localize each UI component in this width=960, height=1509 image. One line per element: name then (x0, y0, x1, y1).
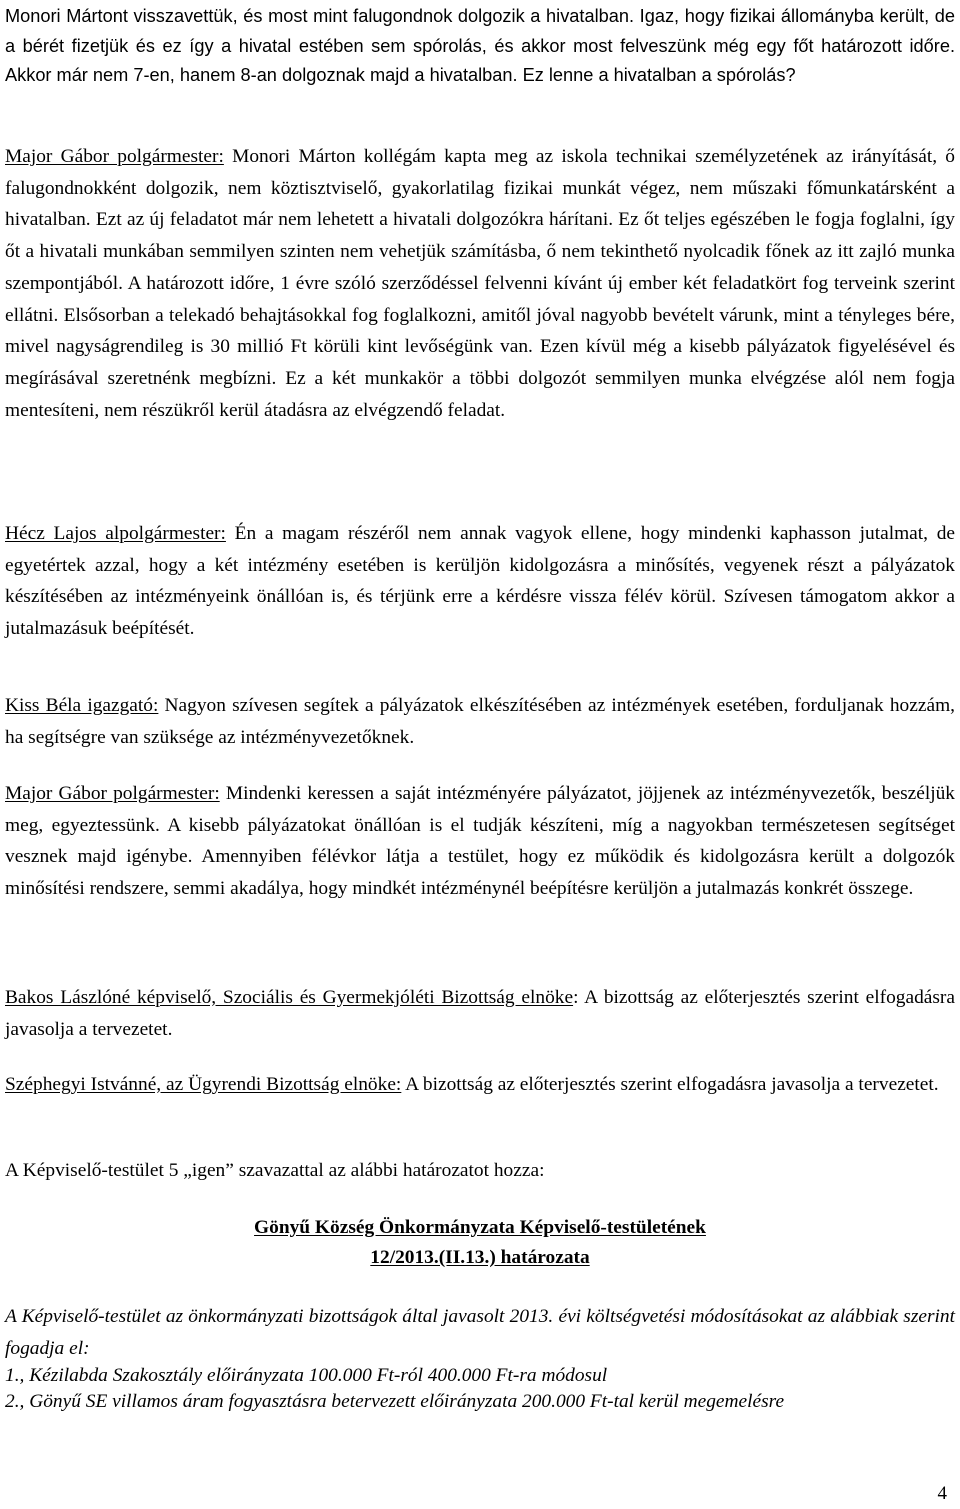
statement-text: A bizottság az előterjesztés szerint elfogadásra javasolja a tervezetet. (401, 1074, 939, 1095)
statement-paragraph (5, 518, 955, 645)
speaker-name: Kiss Béla igazgató: (5, 695, 159, 716)
resolution-item-2: 2., Gönyű SE villamos áram fogyasztásra betervezett előirányzata 200.000 Ft-tal kerül megemelésre (5, 1391, 785, 1412)
statement-paragraph (5, 778, 955, 905)
statement-text: Nagyon szívesen segítek a pályázatok elkészítésében az intézmények esetében, forduljanak hozzám, ha segítségre van szüksége az intézményvezetőknek. (5, 695, 956, 748)
statement-text: : A bizottság az előterjesztés szerint elfogadásra javasolja a tervezetet. (5, 987, 955, 1040)
speaker-name: Major Gábor polgármester: (5, 783, 220, 804)
statement-paragraph (5, 982, 955, 1045)
resolution-title: Gönyű Község Önkormányzata Képviselő-testületének (254, 1217, 706, 1238)
resolution-body: A Képviselő-testület az önkormányzati bizottságok által javasolt 2013. évi költségvetési módosításokat az alábbiak szerint fogadja el: (5, 1306, 955, 1359)
resolution-item-1: 1., Kézilabda Szakosztály előirányzata 100.000 Ft-ról 400.000 Ft-ra módosul (5, 1365, 608, 1386)
statement-paragraph (5, 1069, 955, 1101)
resolution-number: 12/2013.(II.13.) határozata (370, 1247, 590, 1268)
intro-paragraph: Monori Mártont visszavettük, és most mint falugondnok dolgozik a hivatalban. Igaz, hogy fizikai állományba került, de a bérét fizetjük és ez így a hivatal estében sem spórolás, és akkor most felveszünk még egy főt határozott időre. Akkor már nem 7-en, hanem 8-an dolgoznak majd a hivatalban. Ez lenne a hivatalban a spórolás? (5, 6, 955, 86)
statement-paragraph (5, 141, 955, 426)
statement-text: Mindenki keressen a saját intézményére pályázatot, jöjjenek az intézményvezetők, beszéljük meg, egyeztessünk. A kisebb pályázatokat önállóan is el tudják készíteni, míg a nagyokban természetesen segítséget vesznek majd igénybe. Amennyiben félévkor látja a testület, hogy ez működik és kidolgozásra került a dolgozók minősítési rendszere, semmi akadálya, hogy mindkét intézménynél beépítésre kerüljön a jutalmazás konkrét összege. (5, 783, 955, 900)
page-number: 4 (937, 1483, 947, 1504)
statement-text: Monori Márton kollégám kapta meg az iskola technikai személyzetének az irányítását, ő falugondnokként dolgozik, nem köztisztviselő, gyakorlatilag fizikai munkát végez, nem műszaki főmunkatársként a hivatalban. Ezt az új feladatot már nem lehetett a hivatali dolgozókra hárítani. Ez őt teljes egészében le fogja foglalni, így őt a hivatali munkában semmilyen szinten nem vehetjük számításba, ő nem tekinthető nyolcadik főnek az itt zajló munka szempontjából. A határozott időre, 1 évre szóló szerződéssel felvenni kívánt új ember két feladatkört fog terveink szerint ellátni. Elsősorban a telekadó behajtásokkal fog foglalkozni, amitől jóval nagyobb bevételt várunk, mint a tényleges bére, mivel nagyságrendileg is 30 millió Ft körüli kint levőségünk van. Ezen kívül még a kisebb pályázatok figyelésével és megírásával szeretnénk megbízni. Ez a két munkakör a többi dolgozót semmilyen munka elvégzése alól nem fogja mentesíteni, nem részükről kerül átadásra az elvégzendő feladat. (5, 146, 955, 421)
vote-line: A Képviselő-testület 5 „igen” szavazattal az alábbi határozatot hozza: (5, 1160, 545, 1181)
speaker-name: Széphegyi Istvánné, az Ügyrendi Bizottság elnöke: (5, 1074, 402, 1095)
speaker-name: Hécz Lajos alpolgármester: (5, 523, 226, 544)
statement-paragraph (5, 690, 955, 753)
statement-text: Én a magam részéről nem annak vagyok ellene, hogy mindenki kaphasson jutalmat, de egyetértek azzal, hogy a két intézmény esetében is kerüljön kidolgozásra a minősítés, vegyenek részt a pályázatok készítésében az intézményeink önállóan is, és térjünk erre a kérdésre vissza félév körül. Szívesen támogatom akkor a jutalmazásuk beépítését. (5, 523, 956, 640)
speaker-name: Major Gábor polgármester: (5, 146, 224, 167)
speaker-name: Bakos Lászlóné képviselő, Szociális és Gyermekjóléti Bizottság elnöke (5, 987, 574, 1008)
